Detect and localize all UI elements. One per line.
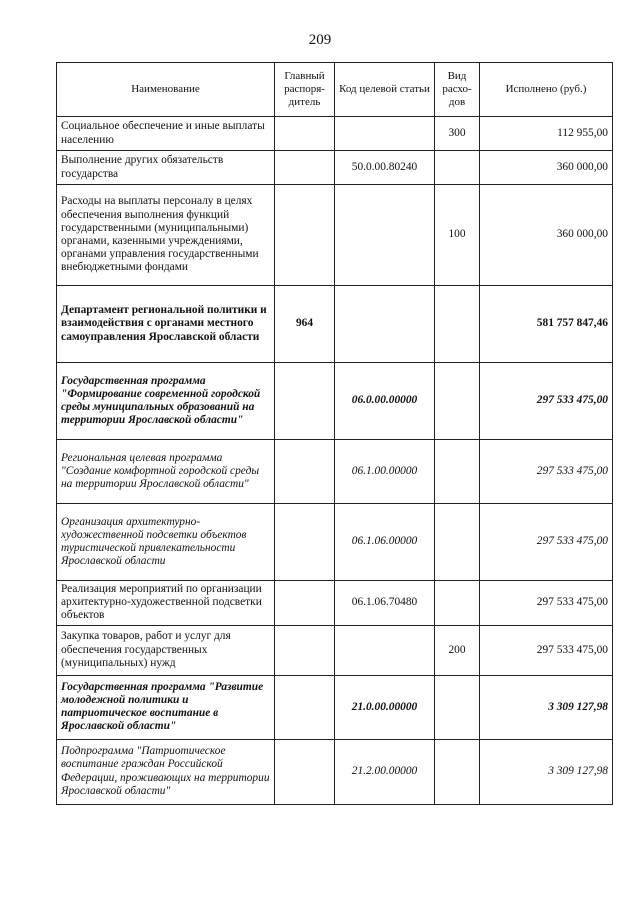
table-header-row <box>57 63 613 117</box>
cell-name: Региональная целевая программа "Создание комфортной городской среды на территории Ярославской области" <box>57 440 275 504</box>
cell-code <box>335 625 435 675</box>
cell-sum: 3 309 127,98 <box>480 675 613 739</box>
cell-sum: 581 757 847,46 <box>480 286 613 363</box>
cell-vid <box>435 440 480 504</box>
table-row <box>57 117 613 151</box>
header-vid: Вид расхо-дов <box>435 63 480 117</box>
cell-vid <box>435 739 480 804</box>
header-glav: Главный распоря-дитель <box>275 63 335 117</box>
table-row <box>57 675 613 739</box>
table-row <box>57 739 613 804</box>
table-row <box>57 363 613 440</box>
cell-sum: 297 533 475,00 <box>480 504 613 581</box>
table-row <box>57 504 613 581</box>
cell-glav <box>275 625 335 675</box>
cell-vid <box>435 286 480 363</box>
cell-vid <box>435 363 480 440</box>
budget-table <box>56 62 613 805</box>
cell-code: 06.1.06.00000 <box>335 504 435 581</box>
cell-vid: 300 <box>435 117 480 151</box>
cell-code <box>335 286 435 363</box>
cell-code: 50.0.00.80240 <box>335 151 435 185</box>
cell-sum: 3 309 127,98 <box>480 739 613 804</box>
cell-glav <box>275 151 335 185</box>
cell-code <box>335 117 435 151</box>
header-code: Код целевой статьи <box>335 63 435 117</box>
cell-name: Расходы на выплаты персоналу в целях обеспечения выполнения функций государственными (муниципальными) органами, казенными учреждениями, органами управления государственными внебюджетными фондами <box>57 185 275 286</box>
cell-sum: 297 533 475,00 <box>480 363 613 440</box>
cell-name: Организация архитектурно-художественной подсветки объектов туристической привлекательности Ярославской области <box>57 504 275 581</box>
cell-sum: 360 000,00 <box>480 151 613 185</box>
cell-code: 06.0.00.00000 <box>335 363 435 440</box>
cell-name: Подпрограмма "Патриотическое воспитание граждан Российской Федерации, проживающих на территории Ярославской области" <box>57 739 275 804</box>
cell-name: Департамент региональной политики и взаимодействия с органами местного самоуправления Ярославской области <box>57 286 275 363</box>
table-row <box>57 151 613 185</box>
cell-glav: 964 <box>275 286 335 363</box>
cell-sum: 360 000,00 <box>480 185 613 286</box>
page-number: 209 <box>308 32 332 48</box>
cell-vid: 100 <box>435 185 480 286</box>
cell-name: Выполнение других обязательств государства <box>57 151 275 185</box>
table-row <box>57 185 613 286</box>
cell-sum: 112 955,00 <box>480 117 613 151</box>
table-row <box>57 625 613 675</box>
cell-vid: 200 <box>435 625 480 675</box>
table-row <box>57 440 613 504</box>
cell-vid <box>435 581 480 626</box>
cell-name: Государственная программа "Формирование современной городской среды муниципальных образований на территории Ярославской области" <box>57 363 275 440</box>
cell-code: 21.0.00.00000 <box>335 675 435 739</box>
cell-code: 06.1.00.00000 <box>335 440 435 504</box>
cell-code <box>335 185 435 286</box>
cell-sum: 297 533 475,00 <box>480 581 613 626</box>
cell-glav <box>275 363 335 440</box>
cell-code: 21.2.00.00000 <box>335 739 435 804</box>
cell-name: Социальное обеспечение и иные выплаты населению <box>57 117 275 151</box>
cell-glav <box>275 504 335 581</box>
header-sum: Исполнено (руб.) <box>480 63 613 117</box>
cell-glav <box>275 185 335 286</box>
cell-vid <box>435 504 480 581</box>
cell-name: Реализация мероприятий по организации архитектурно-художественной подсветки объектов <box>57 581 275 626</box>
cell-glav <box>275 117 335 151</box>
cell-sum: 297 533 475,00 <box>480 625 613 675</box>
cell-glav <box>275 581 335 626</box>
header-name: Наименование <box>57 63 275 117</box>
cell-name: Закупка товаров, работ и услуг для обеспечения государственных (муниципальных) нужд <box>57 625 275 675</box>
table-row <box>57 286 613 363</box>
cell-name: Государственная программа "Развитие молодежной политики и патриотическое воспитание в Ярославской области" <box>57 675 275 739</box>
table-row <box>57 581 613 626</box>
cell-glav <box>275 739 335 804</box>
cell-sum: 297 533 475,00 <box>480 440 613 504</box>
cell-glav <box>275 440 335 504</box>
cell-glav <box>275 675 335 739</box>
cell-vid <box>435 675 480 739</box>
cell-vid <box>435 151 480 185</box>
cell-code: 06.1.06.70480 <box>335 581 435 626</box>
